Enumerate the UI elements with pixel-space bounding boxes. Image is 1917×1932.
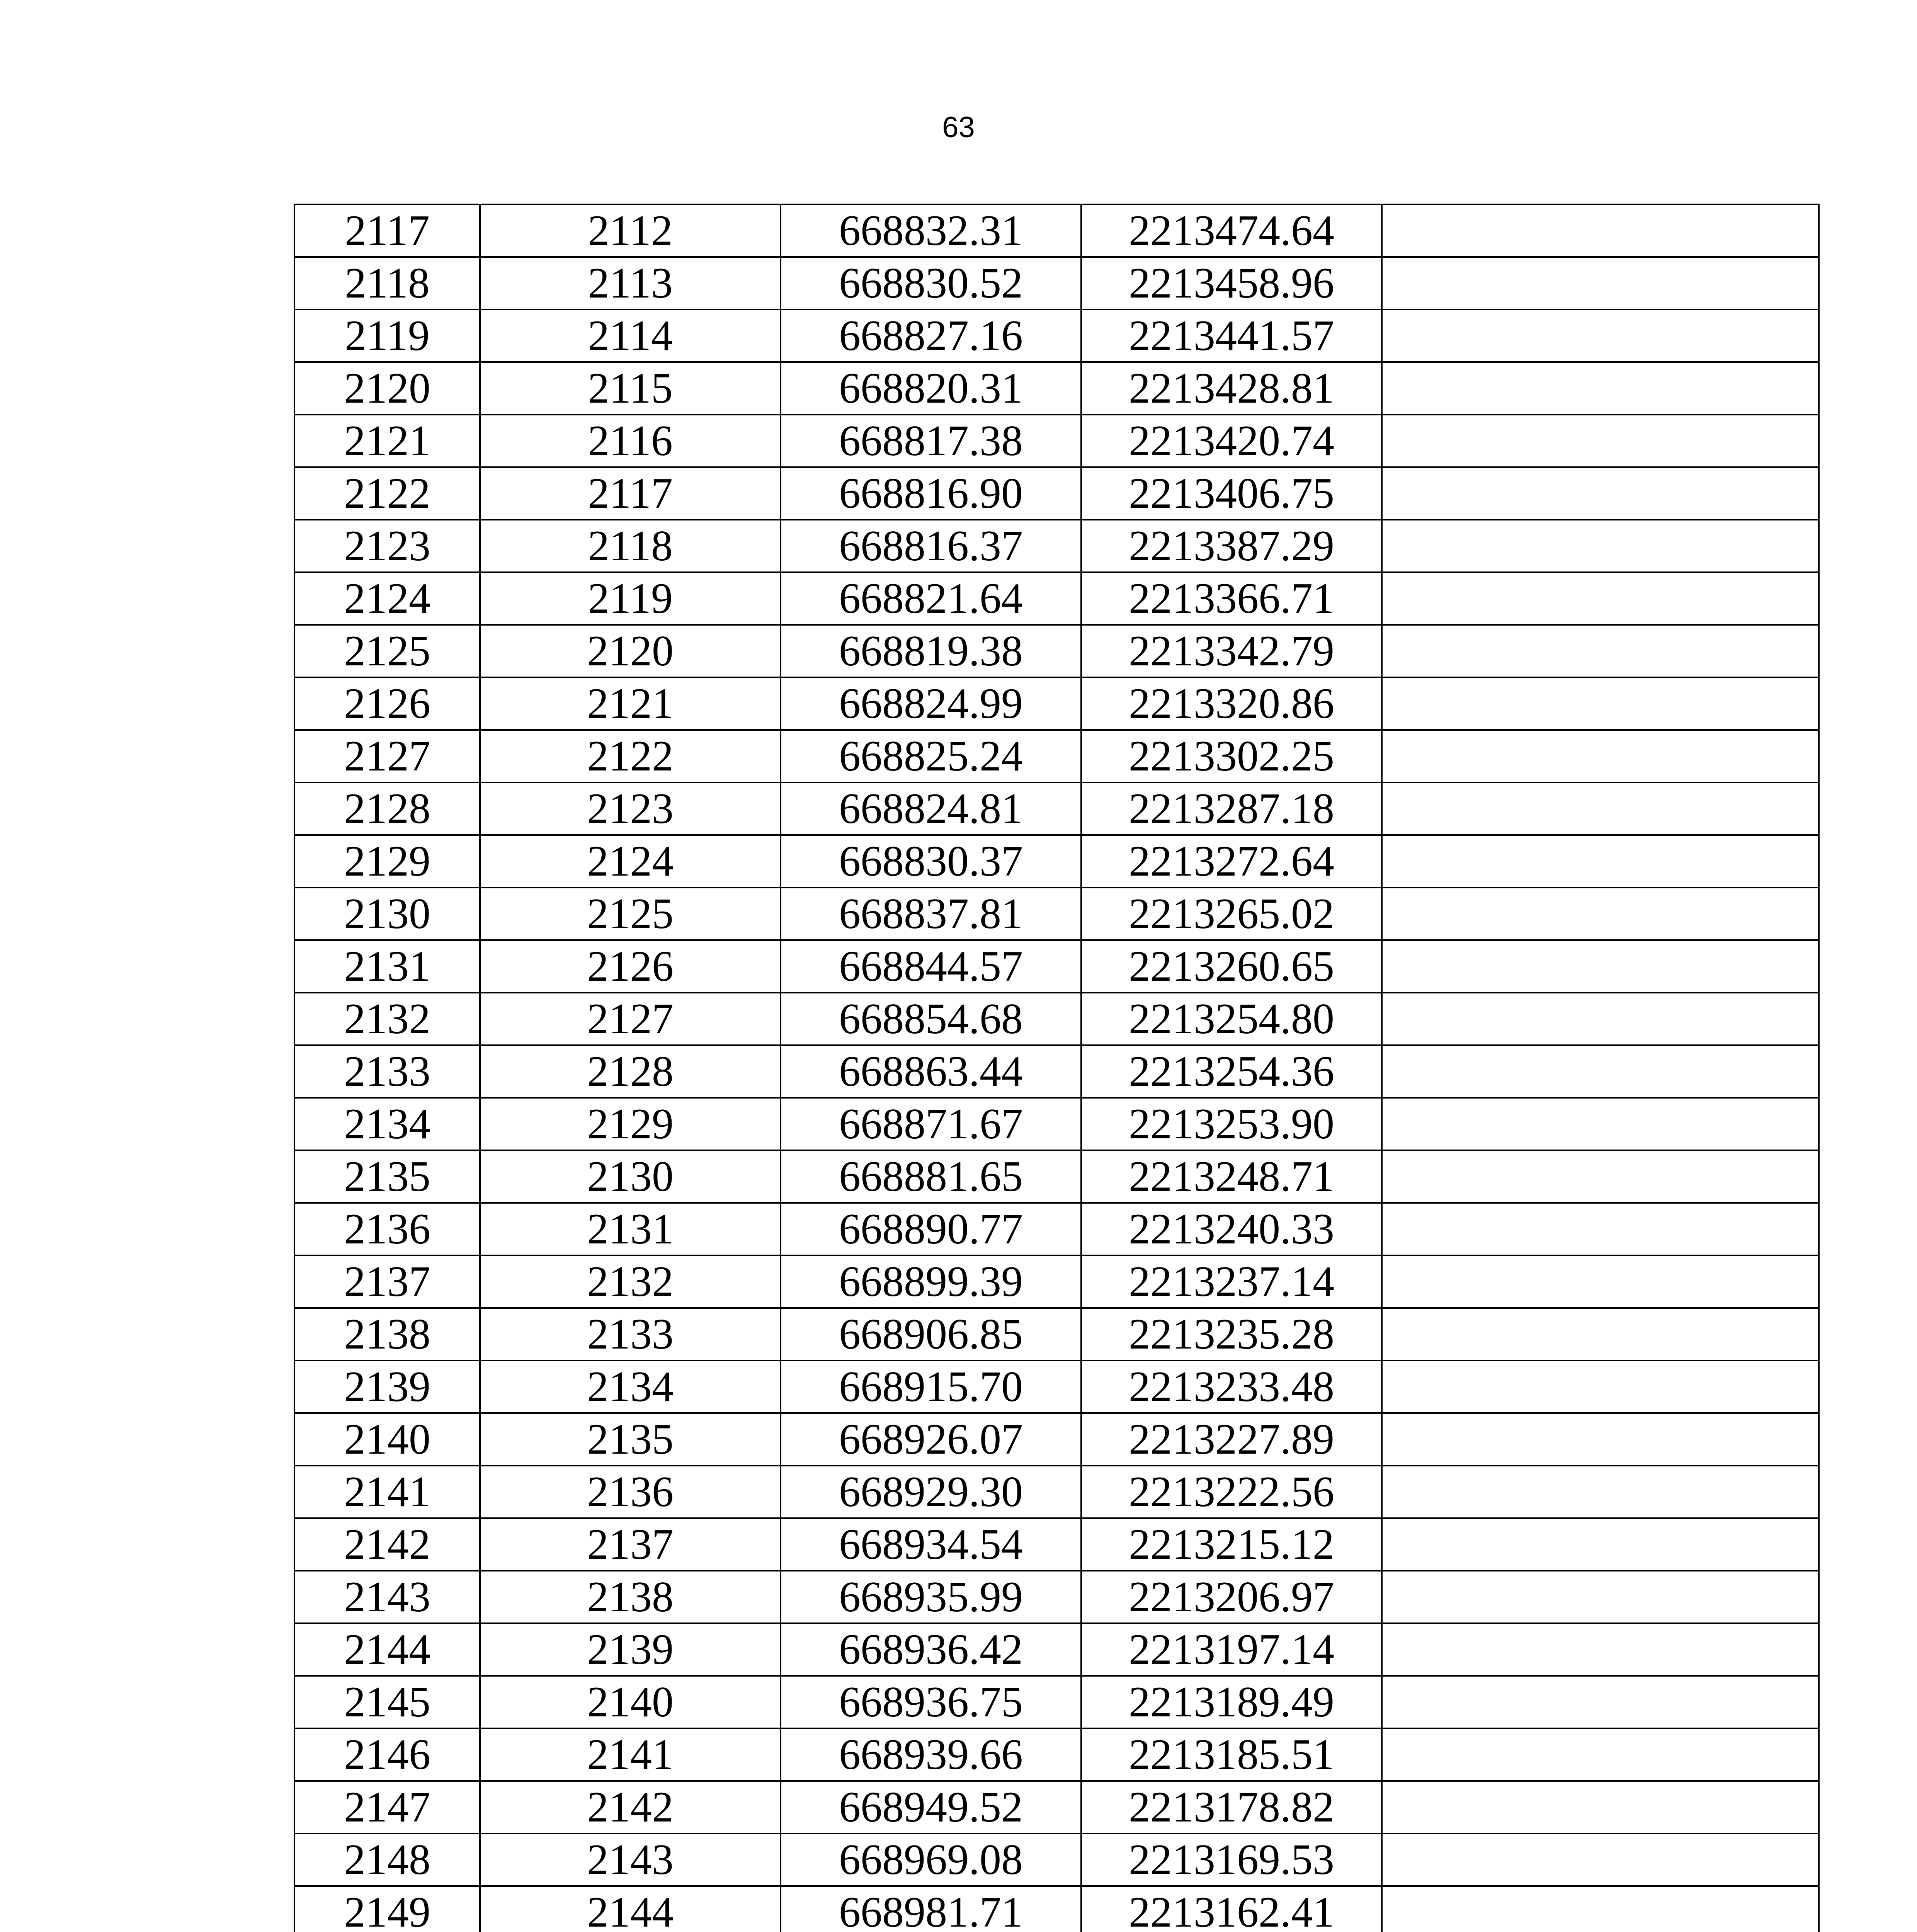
x-coordinate-cell: 668981.71 bbox=[781, 1886, 1081, 1932]
x-coordinate-cell: 668824.81 bbox=[781, 782, 1081, 835]
y-coordinate-cell: 2213254.80 bbox=[1081, 993, 1382, 1045]
table-row bbox=[294, 204, 1819, 257]
row-index-cell: 2118 bbox=[294, 257, 480, 310]
point-number-cell: 2115 bbox=[480, 362, 781, 415]
point-number-cell: 2123 bbox=[480, 782, 781, 835]
x-coordinate-cell: 668969.08 bbox=[781, 1833, 1081, 1886]
y-coordinate-cell: 2213387.29 bbox=[1081, 520, 1382, 572]
point-number-cell: 2141 bbox=[480, 1728, 781, 1781]
point-number-cell: 2139 bbox=[480, 1623, 781, 1676]
row-index-cell: 2123 bbox=[294, 520, 480, 572]
x-coordinate-cell: 668939.66 bbox=[781, 1728, 1081, 1781]
point-number-cell: 2137 bbox=[480, 1518, 781, 1571]
row-index-cell: 2126 bbox=[294, 677, 480, 730]
coordinates-table-body bbox=[294, 204, 1819, 1932]
x-coordinate-cell: 668854.68 bbox=[781, 993, 1081, 1045]
row-index-cell: 2128 bbox=[294, 782, 480, 835]
row-index-cell: 2137 bbox=[294, 1255, 480, 1308]
table-row bbox=[294, 1413, 1819, 1466]
row-index-cell: 2147 bbox=[294, 1781, 480, 1833]
table-row bbox=[294, 1466, 1819, 1518]
x-coordinate-cell: 668832.31 bbox=[781, 204, 1081, 257]
x-coordinate-cell: 668863.44 bbox=[781, 1045, 1081, 1098]
table-row bbox=[294, 1045, 1819, 1098]
x-coordinate-cell: 668817.38 bbox=[781, 415, 1081, 467]
notes-cell bbox=[1382, 1518, 1819, 1571]
notes-cell bbox=[1382, 1623, 1819, 1676]
notes-cell bbox=[1382, 1886, 1819, 1932]
table-row bbox=[294, 1676, 1819, 1728]
notes-cell bbox=[1382, 1728, 1819, 1781]
row-index-cell: 2141 bbox=[294, 1466, 480, 1518]
row-index-cell: 2143 bbox=[294, 1571, 480, 1623]
row-index-cell: 2121 bbox=[294, 415, 480, 467]
y-coordinate-cell: 2213287.18 bbox=[1081, 782, 1382, 835]
notes-cell bbox=[1382, 1203, 1819, 1255]
row-index-cell: 2146 bbox=[294, 1728, 480, 1781]
notes-cell bbox=[1382, 835, 1819, 888]
point-number-cell: 2112 bbox=[480, 204, 781, 257]
table-row bbox=[294, 1781, 1819, 1833]
table-row bbox=[294, 730, 1819, 782]
y-coordinate-cell: 2213342.79 bbox=[1081, 625, 1382, 677]
y-coordinate-cell: 2213265.02 bbox=[1081, 888, 1382, 940]
notes-cell bbox=[1382, 782, 1819, 835]
point-number-cell: 2143 bbox=[480, 1833, 781, 1886]
x-coordinate-cell: 668926.07 bbox=[781, 1413, 1081, 1466]
x-coordinate-cell: 668934.54 bbox=[781, 1518, 1081, 1571]
x-coordinate-cell: 668915.70 bbox=[781, 1361, 1081, 1413]
y-coordinate-cell: 2213189.49 bbox=[1081, 1676, 1382, 1728]
row-index-cell: 2135 bbox=[294, 1150, 480, 1203]
table-row bbox=[294, 572, 1819, 625]
x-coordinate-cell: 668899.39 bbox=[781, 1255, 1081, 1308]
point-number-cell: 2114 bbox=[480, 310, 781, 362]
y-coordinate-cell: 2213215.12 bbox=[1081, 1518, 1382, 1571]
notes-cell bbox=[1382, 730, 1819, 782]
point-number-cell: 2118 bbox=[480, 520, 781, 572]
y-coordinate-cell: 2213169.53 bbox=[1081, 1833, 1382, 1886]
notes-cell bbox=[1382, 888, 1819, 940]
table-row bbox=[294, 835, 1819, 888]
y-coordinate-cell: 2213420.74 bbox=[1081, 415, 1382, 467]
point-number-cell: 2144 bbox=[480, 1886, 781, 1932]
row-index-cell: 2134 bbox=[294, 1098, 480, 1150]
point-number-cell: 2136 bbox=[480, 1466, 781, 1518]
x-coordinate-cell: 668816.90 bbox=[781, 467, 1081, 520]
table-row bbox=[294, 1833, 1819, 1886]
row-index-cell: 2140 bbox=[294, 1413, 480, 1466]
table-row bbox=[294, 1623, 1819, 1676]
notes-cell bbox=[1382, 362, 1819, 415]
notes-cell bbox=[1382, 572, 1819, 625]
x-coordinate-cell: 668906.85 bbox=[781, 1308, 1081, 1361]
y-coordinate-cell: 2213254.36 bbox=[1081, 1045, 1382, 1098]
notes-cell bbox=[1382, 1833, 1819, 1886]
y-coordinate-cell: 2213406.75 bbox=[1081, 467, 1382, 520]
notes-cell bbox=[1382, 257, 1819, 310]
notes-cell bbox=[1382, 993, 1819, 1045]
row-index-cell: 2133 bbox=[294, 1045, 480, 1098]
table-row bbox=[294, 1728, 1819, 1781]
point-number-cell: 2134 bbox=[480, 1361, 781, 1413]
x-coordinate-cell: 668890.77 bbox=[781, 1203, 1081, 1255]
row-index-cell: 2129 bbox=[294, 835, 480, 888]
point-number-cell: 2119 bbox=[480, 572, 781, 625]
table-row bbox=[294, 1203, 1819, 1255]
x-coordinate-cell: 668837.81 bbox=[781, 888, 1081, 940]
notes-cell bbox=[1382, 1045, 1819, 1098]
point-number-cell: 2122 bbox=[480, 730, 781, 782]
row-index-cell: 2120 bbox=[294, 362, 480, 415]
x-coordinate-cell: 668936.75 bbox=[781, 1676, 1081, 1728]
y-coordinate-cell: 2213185.51 bbox=[1081, 1728, 1382, 1781]
x-coordinate-cell: 668935.99 bbox=[781, 1571, 1081, 1623]
point-number-cell: 2124 bbox=[480, 835, 781, 888]
table-row bbox=[294, 782, 1819, 835]
table-row bbox=[294, 1255, 1819, 1308]
point-number-cell: 2140 bbox=[480, 1676, 781, 1728]
y-coordinate-cell: 2213197.14 bbox=[1081, 1623, 1382, 1676]
x-coordinate-cell: 668820.31 bbox=[781, 362, 1081, 415]
point-number-cell: 2113 bbox=[480, 257, 781, 310]
y-coordinate-cell: 2213428.81 bbox=[1081, 362, 1382, 415]
row-index-cell: 2127 bbox=[294, 730, 480, 782]
row-index-cell: 2125 bbox=[294, 625, 480, 677]
row-index-cell: 2124 bbox=[294, 572, 480, 625]
x-coordinate-cell: 668844.57 bbox=[781, 940, 1081, 993]
y-coordinate-cell: 2213272.64 bbox=[1081, 835, 1382, 888]
point-number-cell: 2133 bbox=[480, 1308, 781, 1361]
table-row bbox=[294, 888, 1819, 940]
y-coordinate-cell: 2213162.41 bbox=[1081, 1886, 1382, 1932]
y-coordinate-cell: 2213458.96 bbox=[1081, 257, 1382, 310]
notes-cell bbox=[1382, 520, 1819, 572]
x-coordinate-cell: 668830.37 bbox=[781, 835, 1081, 888]
point-number-cell: 2126 bbox=[480, 940, 781, 993]
x-coordinate-cell: 668819.38 bbox=[781, 625, 1081, 677]
notes-cell bbox=[1382, 467, 1819, 520]
notes-cell bbox=[1382, 415, 1819, 467]
notes-cell bbox=[1382, 1361, 1819, 1413]
notes-cell bbox=[1382, 1466, 1819, 1518]
notes-cell bbox=[1382, 1150, 1819, 1203]
table-row bbox=[294, 625, 1819, 677]
notes-cell bbox=[1382, 1098, 1819, 1150]
y-coordinate-cell: 2213441.57 bbox=[1081, 310, 1382, 362]
point-number-cell: 2131 bbox=[480, 1203, 781, 1255]
notes-cell bbox=[1382, 1413, 1819, 1466]
y-coordinate-cell: 2213233.48 bbox=[1081, 1361, 1382, 1413]
y-coordinate-cell: 2213320.86 bbox=[1081, 677, 1382, 730]
x-coordinate-cell: 668949.52 bbox=[781, 1781, 1081, 1833]
point-number-cell: 2132 bbox=[480, 1255, 781, 1308]
row-index-cell: 2132 bbox=[294, 993, 480, 1045]
row-index-cell: 2122 bbox=[294, 467, 480, 520]
table-row bbox=[294, 1518, 1819, 1571]
y-coordinate-cell: 2213178.82 bbox=[1081, 1781, 1382, 1833]
table-row bbox=[294, 520, 1819, 572]
notes-cell bbox=[1382, 204, 1819, 257]
x-coordinate-cell: 668827.16 bbox=[781, 310, 1081, 362]
notes-cell bbox=[1382, 310, 1819, 362]
table-row bbox=[294, 1150, 1819, 1203]
table-row bbox=[294, 1098, 1819, 1150]
y-coordinate-cell: 2213227.89 bbox=[1081, 1413, 1382, 1466]
point-number-cell: 2116 bbox=[480, 415, 781, 467]
point-number-cell: 2127 bbox=[480, 993, 781, 1045]
notes-cell bbox=[1382, 1308, 1819, 1361]
coordinates-table bbox=[294, 204, 1820, 1932]
row-index-cell: 2144 bbox=[294, 1623, 480, 1676]
point-number-cell: 2129 bbox=[480, 1098, 781, 1150]
row-index-cell: 2142 bbox=[294, 1518, 480, 1571]
row-index-cell: 2145 bbox=[294, 1676, 480, 1728]
notes-cell bbox=[1382, 1571, 1819, 1623]
row-index-cell: 2131 bbox=[294, 940, 480, 993]
x-coordinate-cell: 668816.37 bbox=[781, 520, 1081, 572]
point-number-cell: 2117 bbox=[480, 467, 781, 520]
y-coordinate-cell: 2213302.25 bbox=[1081, 730, 1382, 782]
notes-cell bbox=[1382, 1255, 1819, 1308]
row-index-cell: 2117 bbox=[294, 204, 480, 257]
row-index-cell: 2139 bbox=[294, 1361, 480, 1413]
row-index-cell: 2149 bbox=[294, 1886, 480, 1932]
table-row bbox=[294, 257, 1819, 310]
x-coordinate-cell: 668825.24 bbox=[781, 730, 1081, 782]
table-row bbox=[294, 940, 1819, 993]
y-coordinate-cell: 2213253.90 bbox=[1081, 1098, 1382, 1150]
table-row bbox=[294, 310, 1819, 362]
row-index-cell: 2130 bbox=[294, 888, 480, 940]
table-row bbox=[294, 993, 1819, 1045]
row-index-cell: 2136 bbox=[294, 1203, 480, 1255]
table-row bbox=[294, 415, 1819, 467]
y-coordinate-cell: 2213235.28 bbox=[1081, 1308, 1382, 1361]
notes-cell bbox=[1382, 625, 1819, 677]
point-number-cell: 2142 bbox=[480, 1781, 781, 1833]
x-coordinate-cell: 668929.30 bbox=[781, 1466, 1081, 1518]
point-number-cell: 2128 bbox=[480, 1045, 781, 1098]
y-coordinate-cell: 2213240.33 bbox=[1081, 1203, 1382, 1255]
x-coordinate-cell: 668824.99 bbox=[781, 677, 1081, 730]
notes-cell bbox=[1382, 1781, 1819, 1833]
point-number-cell: 2135 bbox=[480, 1413, 781, 1466]
x-coordinate-cell: 668871.67 bbox=[781, 1098, 1081, 1150]
table-row bbox=[294, 467, 1819, 520]
table-row bbox=[294, 1571, 1819, 1623]
y-coordinate-cell: 2213222.56 bbox=[1081, 1466, 1382, 1518]
table-row bbox=[294, 1886, 1819, 1932]
y-coordinate-cell: 2213366.71 bbox=[1081, 572, 1382, 625]
y-coordinate-cell: 2213474.64 bbox=[1081, 204, 1382, 257]
x-coordinate-cell: 668881.65 bbox=[781, 1150, 1081, 1203]
y-coordinate-cell: 2213237.14 bbox=[1081, 1255, 1382, 1308]
point-number-cell: 2130 bbox=[480, 1150, 781, 1203]
point-number-cell: 2120 bbox=[480, 625, 781, 677]
x-coordinate-cell: 668821.64 bbox=[781, 572, 1081, 625]
row-index-cell: 2148 bbox=[294, 1833, 480, 1886]
point-number-cell: 2125 bbox=[480, 888, 781, 940]
y-coordinate-cell: 2213248.71 bbox=[1081, 1150, 1382, 1203]
y-coordinate-cell: 2213260.65 bbox=[1081, 940, 1382, 993]
row-index-cell: 2138 bbox=[294, 1308, 480, 1361]
x-coordinate-cell: 668936.42 bbox=[781, 1623, 1081, 1676]
notes-cell bbox=[1382, 677, 1819, 730]
x-coordinate-cell: 668830.52 bbox=[781, 257, 1081, 310]
table-row bbox=[294, 1308, 1819, 1361]
point-number-cell: 2121 bbox=[480, 677, 781, 730]
y-coordinate-cell: 2213206.97 bbox=[1081, 1571, 1382, 1623]
table-row bbox=[294, 677, 1819, 730]
page-number: 63 bbox=[942, 111, 975, 144]
notes-cell bbox=[1382, 1676, 1819, 1728]
notes-cell bbox=[1382, 940, 1819, 993]
row-index-cell: 2119 bbox=[294, 310, 480, 362]
table-row bbox=[294, 362, 1819, 415]
table-row bbox=[294, 1361, 1819, 1413]
point-number-cell: 2138 bbox=[480, 1571, 781, 1623]
